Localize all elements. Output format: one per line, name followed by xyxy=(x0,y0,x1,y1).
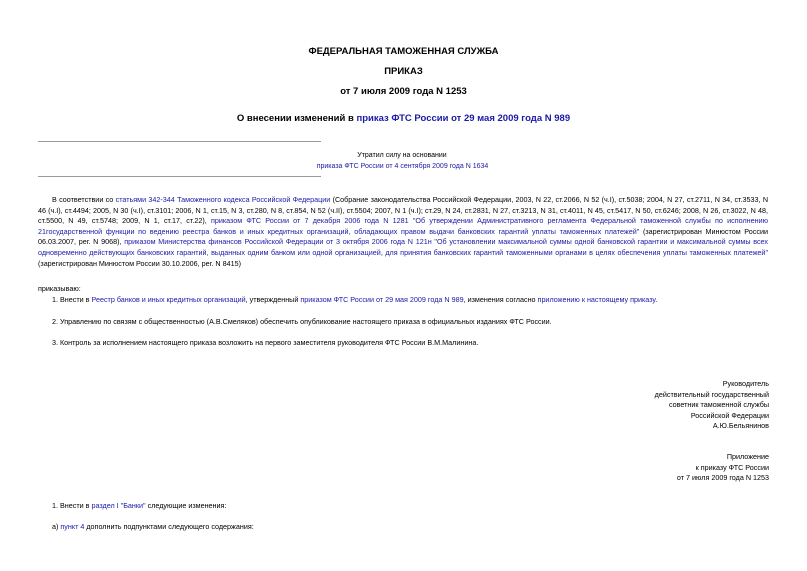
appendix-block xyxy=(500,452,769,484)
appendix-line-2: к приказу ФТС России xyxy=(695,462,769,472)
change-2-text-b: дополнить подпунктами следующего содержания: xyxy=(84,522,254,531)
divider-top xyxy=(38,141,321,142)
preamble-link-minfin-order[interactable]: приказом Министерства финансов Российской Федерации от 3 октября 2006 года N 121н "Об установлении максимальной суммы одной банковской гарантии и максимальной суммы всех одновременно действующих банковских гарантий, выданных одним банком или одной организацией, для принятия банковских гарантий таможенными органами в целях обеспечения уплаты таможенных платежей" xyxy=(38,237,768,257)
change-1 xyxy=(52,501,772,512)
preamble-text-1: В соответствии со xyxy=(52,195,116,204)
item-1-link-order[interactable]: приказом ФТС России от 29 мая 2009 года N 989 xyxy=(300,295,464,304)
item-1-text-b: , утвержденный xyxy=(245,295,301,304)
status-line1: Утратил силу на основании xyxy=(357,152,447,159)
divider-bottom xyxy=(38,176,321,177)
change-1-text-b: следующие изменения: xyxy=(145,501,227,510)
date-heading: от 7 июля 2009 года N 1253 xyxy=(340,86,467,97)
change-2 xyxy=(52,522,772,533)
item-1-text-c: , изменения согласно xyxy=(463,295,538,304)
appendix-line-3: от 7 июля 2009 года N 1253 xyxy=(676,473,769,483)
title-link[interactable]: приказ ФТС России от 29 мая 2009 года N 989 xyxy=(356,113,571,124)
change-1-text-a: 1. Внести в xyxy=(52,501,92,510)
signature-line-1: Руководитель xyxy=(722,379,769,388)
signature-line-5: А.Ю.Бельянинов xyxy=(712,421,769,431)
order-word: приказываю: xyxy=(38,284,81,293)
document-title xyxy=(0,113,807,124)
item-2: 2. Управлению по связям с общественностью (А.В.Смеляков) обеспечить опубликование настоящего приказа в официальных изданиях ФТС России. xyxy=(52,317,552,326)
preamble-paragraph xyxy=(38,195,768,269)
change-1-link-section[interactable]: раздел I "Банки" xyxy=(91,501,146,510)
item-1-text-a: 1. Внести в xyxy=(52,295,92,304)
item-1-link-registry[interactable]: Реестр банков и иных кредитных организаций xyxy=(91,295,246,304)
preamble-text-3: (зарегистрирован Минюстом России 06.03.2007, рег. N 9068), xyxy=(38,226,768,247)
item-1-text-d: . xyxy=(655,295,658,304)
title-prefix: О внесении изменений в xyxy=(236,113,357,124)
doc-type-heading: ПРИКАЗ xyxy=(384,66,423,77)
change-2-text-a: а) xyxy=(52,522,61,531)
preamble-text-4: (зарегистрирован Минюстом России 30.10.2006, рег. N 8415) xyxy=(38,258,241,268)
item-3: 3. Контроль за исполнением настоящего приказа возложить на первого заместителя руководителя ФТС России В.М.Малинина. xyxy=(52,338,479,347)
signature-line-3: советник таможенной службы xyxy=(668,400,769,410)
agency-heading: ФЕДЕРАЛЬНАЯ ТАМОЖЕННАЯ СЛУЖБА xyxy=(308,46,499,57)
signature-line-2: действительный государственный xyxy=(654,389,769,399)
signature-block xyxy=(500,379,769,432)
item-1-link-appendix[interactable]: приложению к настоящему приказу xyxy=(537,295,656,304)
preamble-text-2: (Собрание законодательства Российской Федерации, 2003, N 22, ст.2066, N 52 (ч.I), ст.5038; 2004, N 27, ст.2711, N 34, ст.3533, N 46 (ч.I), ст.4494; 2005, N 30 (ч.I), ст.3101; 2006, N 1, ст.15, N 3, ст.280, N 8, ст.854, N 52 (ч.II), ст.5504; 2007, N 1 (ч.I); ст.29, N 24, ст.2831, N 27, ст.3213, N 31, ст.4011, N 45, ст.5417, N 50, ст.6246; 2008, N 26, ст.3022, N 48, ст.5500, N 49, ст.5748; 2009, N 1, ст.17, ст.22), xyxy=(38,195,769,226)
item-1 xyxy=(52,295,772,306)
appendix-line-1: Приложение xyxy=(726,452,769,461)
change-2-link-point[interactable]: пункт 4 xyxy=(60,522,85,531)
preamble-link-fts-order[interactable]: приказом ФТС России от 7 декабря 2006 года N 1281 "Об утверждении Административного регламента Федеральной таможенной службы по исполнению 21государственной функции по ведению реестра банков и иных кредитных организаций, обладающих правом выдачи банковских гарантий уплаты таможенных платежей" xyxy=(38,216,768,236)
preamble-link-customs-code[interactable]: статьями 342-344 Таможенного кодекса Российской Федерации xyxy=(115,195,331,204)
signature-line-4: Российской Федерации xyxy=(690,410,769,420)
status-link[interactable]: приказа ФТС России от 4 сентября 2009 года N 1634 xyxy=(316,163,489,170)
